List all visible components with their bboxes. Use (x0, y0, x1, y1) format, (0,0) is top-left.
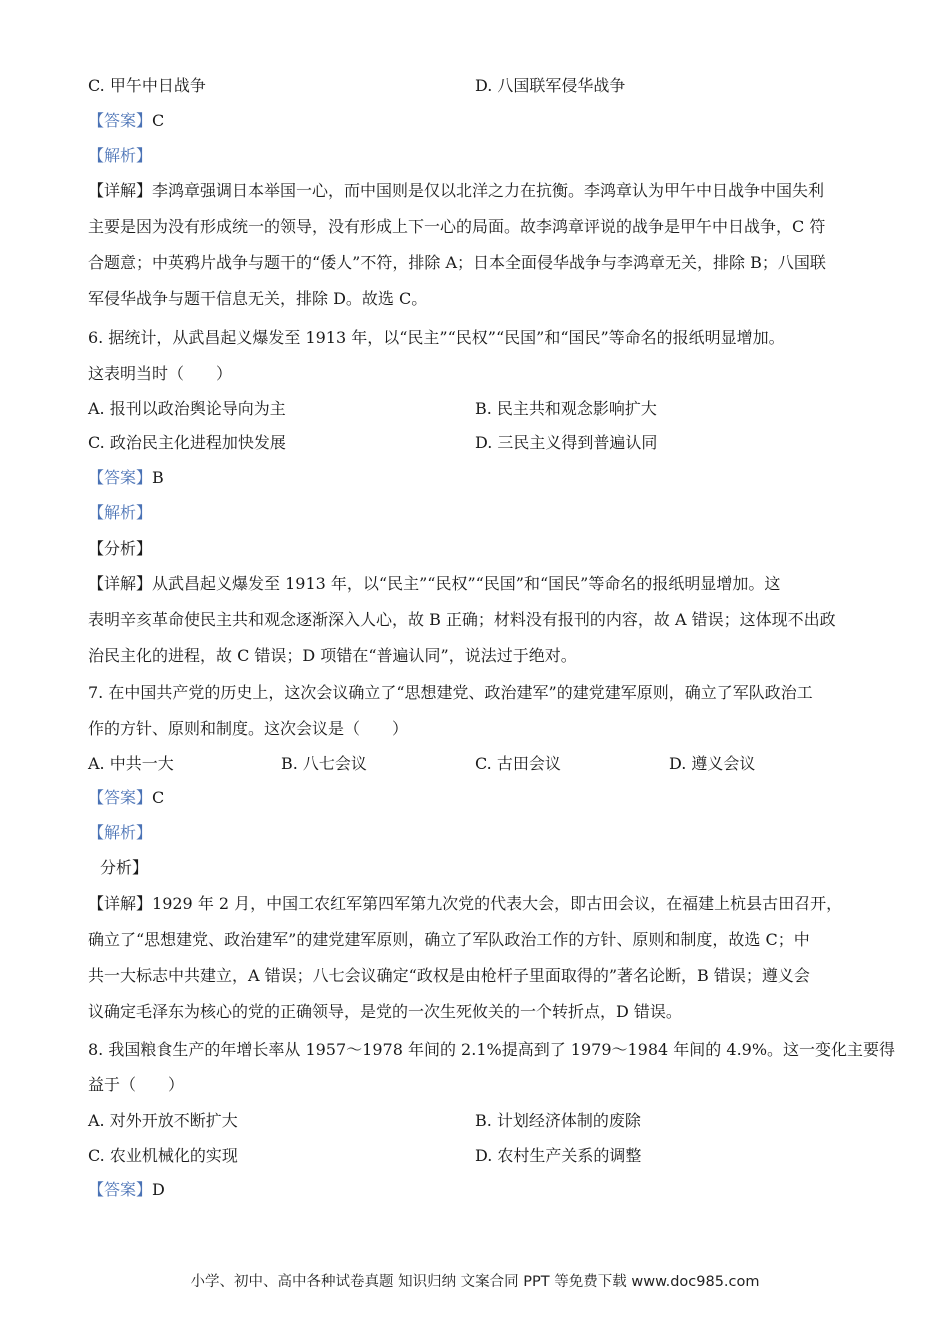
q8-option-b: B. 计划经济体制的废除 (475, 1111, 641, 1130)
q6-option-d: D. 三民主义得到普遍认同 (475, 433, 658, 452)
q6-stem-line-2: 这表明当时（ ） (88, 364, 233, 383)
detail-line: 共一大标志中共建立，A 错误；八七会议确定“政权是由枪杆子里面取得的”著名论断，B 错误；遵义会 (88, 966, 810, 985)
q5-detail (88, 181, 868, 325)
q6-option-c: C. 政治民主化进程加快发展 (88, 433, 286, 452)
q6-option-a: A. 报刊以政治舆论导向为主 (88, 399, 286, 418)
answer-tag: 【答案】 (88, 111, 153, 130)
answer-value: C (152, 788, 165, 807)
q7-option-b: B. 八七会议 (281, 754, 367, 773)
q5-answer (88, 111, 164, 131)
detail-line: 主要是因为没有形成统一的领导，没有形成上下一心的局面。故李鸿章评说的战争是甲午中日战争，C 符 (88, 217, 826, 236)
q8-answer (88, 1180, 165, 1200)
q7-analysis-tag: 【解析】 (88, 823, 153, 842)
q6-analysis-tag: 【解析】 (88, 503, 153, 522)
detail-line: 【详解】李鸿章强调日本举国一心，而中国则是仅以北洋之力在抗衡。李鸿章认为甲午中日战争中国失利 (88, 181, 825, 200)
detail-line: 议确定毛泽东为核心的党的正确领导，是党的一次生死攸关的一个转折点，D 错误。 (88, 1002, 682, 1021)
q5-option-d: D. 八国联军侵华战争 (475, 76, 626, 95)
q8-option-a: A. 对外开放不断扩大 (88, 1111, 238, 1130)
answer-tag: 【答案】 (88, 788, 153, 807)
q6-option-b: B. 民主共和观念影响扩大 (475, 399, 657, 418)
detail-tag: 【详解】 (88, 894, 153, 913)
q8-stem-line-2: 益于（ ） (88, 1075, 185, 1094)
q7-stem-line-2: 作的方针、原则和制度。这次会议是（ ） (88, 719, 409, 738)
answer-value: D (152, 1180, 165, 1199)
q7-stem-line-1: 7. 在中国共产党的历史上，这次会议确立了“思想建党、政治建军”的建党建军原则，确立了军队政治工 (88, 683, 813, 702)
answer-tag: 【答案】 (88, 1180, 153, 1199)
q6-stem-line-1: 6. 据统计，从武昌起义爆发至 1913 年，以“民主”“民权”“民国”和“国民”等命名的报纸明显增加。 (88, 328, 785, 347)
q8-stem-line-1: 8. 我国粮食生产的年增长率从 1957～1978 年间的 2.1%提高到了 1979～1984 年间的 4.9%。这一变化主要得 (88, 1040, 896, 1059)
detail-line: 治民主化的进程，故 C 错误；D 项错在“普遍认同”，说法过于绝对。 (88, 646, 577, 665)
q6-fenxi-tag: 【分析】 (88, 539, 153, 558)
page-footer: 小学、初中、高中各种试卷真题 知识归纳 文案合同 PPT 等免费下载 www.doc985.com (190, 1274, 760, 1290)
answer-value: C (152, 111, 165, 130)
q7-option-a: A. 中共一大 (88, 754, 174, 773)
q7-option-d: D. 遵义会议 (669, 754, 756, 773)
q8-option-d: D. 农村生产关系的调整 (475, 1146, 642, 1165)
q7-answer (88, 788, 164, 808)
detail-line: 【详解】1929 年 2 月，中国工农红军第四军第九次党的代表大会，即古田会议，在福建上杭县古田召开， (88, 894, 843, 913)
answer-tag: 【答案】 (88, 468, 153, 487)
detail-tag: 【详解】 (88, 574, 153, 593)
answer-value: B (152, 468, 164, 487)
detail-line: 军侵华战争与题干信息无关，排除 D。故选 C。 (88, 289, 428, 308)
detail-line: 合题意；中英鸦片战争与题干的“倭人”不符，排除 A；日本全面侵华战争与李鸿章无关，排除 B；八国联 (88, 253, 826, 272)
q7-option-c: C. 古田会议 (475, 754, 561, 773)
detail-line: 确立了“思想建党、政治建军”的建党建军原则，确立了军队政治工作的方针、原则和制度，故选 C；中 (88, 930, 810, 949)
q7-fenxi-tag: 分析】 (100, 858, 149, 877)
q5-analysis-tag: 【解析】 (88, 146, 153, 165)
detail-line: 【详解】从武昌起义爆发至 1913 年，以“民主”“民权”“民国”和“国民”等命名的报纸明显增加。这 (88, 574, 781, 593)
q8-option-c: C. 农业机械化的实现 (88, 1146, 238, 1165)
q5-option-c: C. 甲午中日战争 (88, 76, 206, 95)
q6-answer (88, 468, 164, 488)
q6-detail (88, 574, 868, 682)
q7-detail (88, 894, 868, 1038)
detail-tag: 【详解】 (88, 181, 153, 200)
detail-line: 表明辛亥革命使民主共和观念逐渐深入人心，故 B 正确；材料没有报刊的内容，故 A 错误；这体现不出政 (88, 610, 836, 629)
